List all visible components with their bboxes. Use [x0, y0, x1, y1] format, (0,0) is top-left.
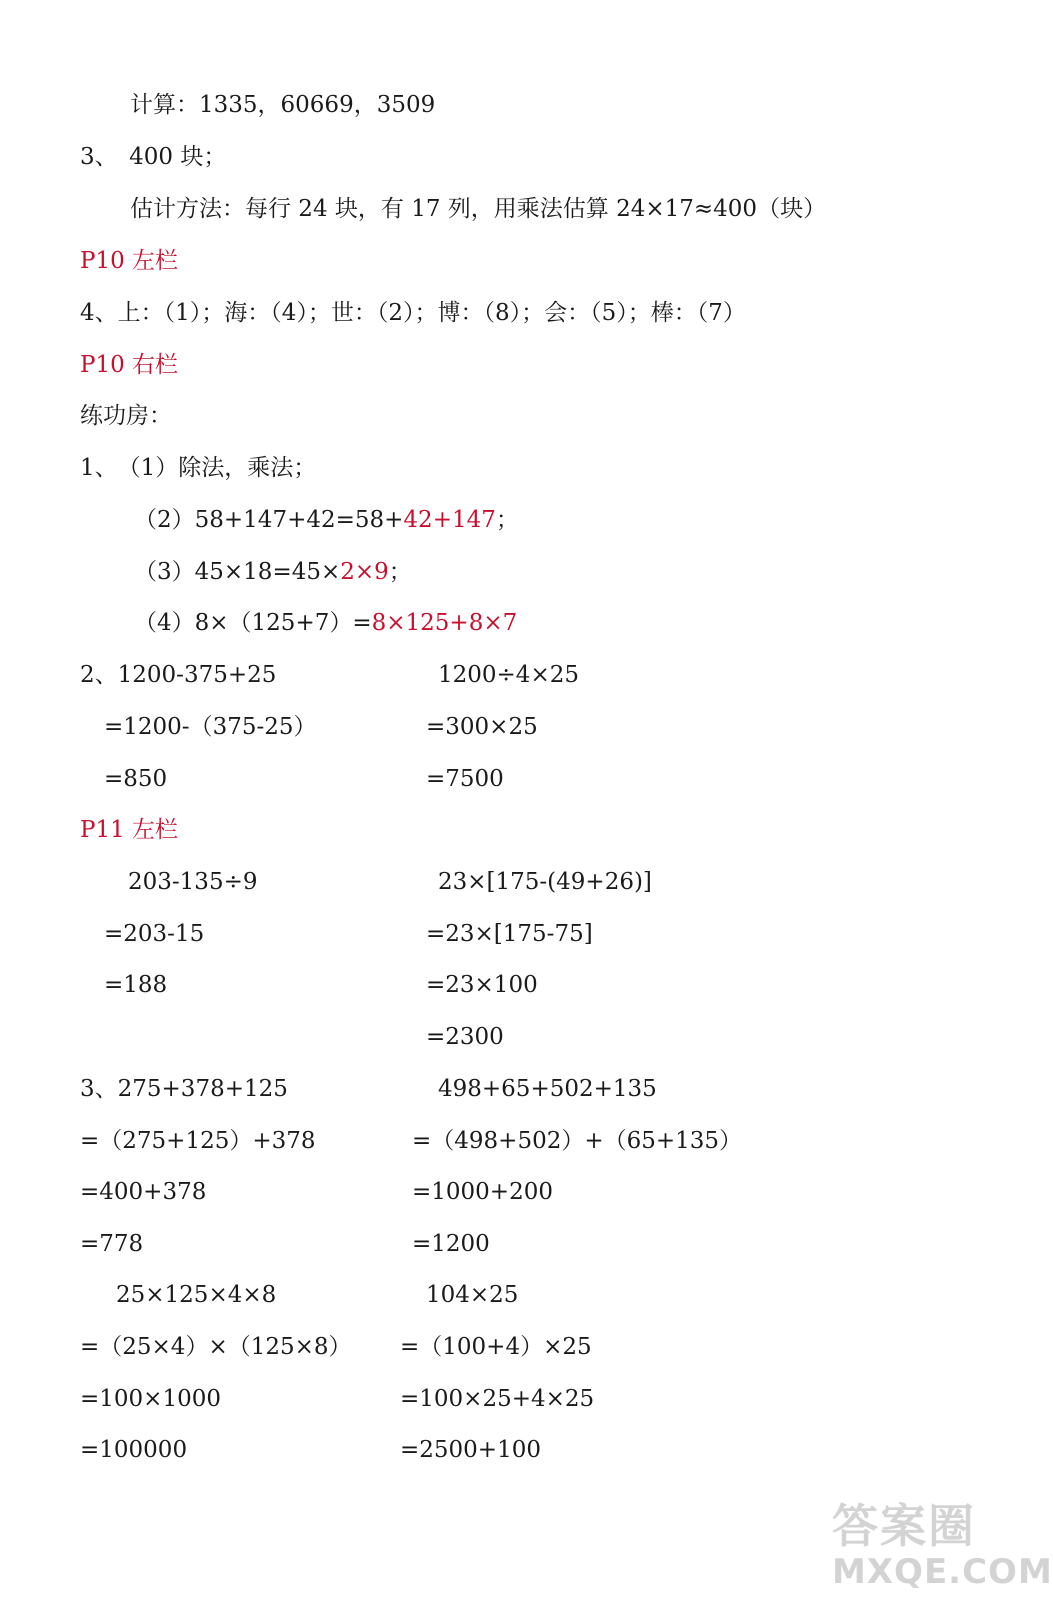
p11-right-line2: =23×[175-75] — [426, 921, 593, 947]
q3b-left-line1: 25×125×4×8 — [116, 1282, 277, 1308]
q3b-right-line2: =（100+4）×25 — [400, 1334, 592, 1360]
watermark-domain: MXQE.COM — [832, 1552, 1053, 1592]
estimate-method: 估计方法：每行 24 块，有 17 列，用乘法估算 24×17≈400（块） — [130, 196, 827, 222]
q1-part2-text: （2）58+147+42=58+ — [134, 507, 404, 533]
q3-left-line2: =（275+125）+378 — [80, 1128, 316, 1154]
section-heading-p11-left: P11 左栏 — [80, 817, 179, 843]
p11-left-line3: =188 — [104, 972, 168, 998]
q2-right-line3: =7500 — [426, 766, 504, 792]
q3-right-line3: =1000+200 — [412, 1179, 553, 1205]
q3b-left-line4: =100000 — [80, 1437, 188, 1463]
practice-room-label: 练功房： — [80, 403, 172, 429]
q2-left-line1: 2、1200-375+25 — [80, 662, 277, 688]
q1-part4 — [134, 608, 517, 638]
section-heading-p10-left: P10 左栏 — [80, 248, 179, 274]
q3b-right-line3: =100×25+4×25 — [400, 1386, 595, 1412]
q3-answer: 3、 400 块； — [80, 144, 227, 170]
q1-part2-highlight: 42+147 — [403, 507, 496, 533]
q3-left-line3: =400+378 — [80, 1179, 207, 1205]
q1-part2-end: ； — [495, 507, 519, 533]
q3-left-line4: =778 — [80, 1231, 144, 1257]
q1-part2 — [134, 505, 519, 535]
q1-part3-text: （3）45×18=45× — [134, 559, 341, 585]
p11-right-line1: 23×[175-(49+26)] — [438, 869, 652, 895]
section-heading-p10-right: P10 右栏 — [80, 352, 179, 378]
calc-results: 计算：1335，60669，3509 — [130, 92, 436, 118]
watermark-logo-text: 答案圈 — [832, 1499, 976, 1553]
q3-right-line4: =1200 — [412, 1231, 490, 1257]
q3b-left-line2: =（25×4）×（125×8） — [80, 1334, 352, 1360]
q1-part3-highlight: 2×9 — [340, 559, 389, 585]
q3-right-line1: 498+65+502+135 — [438, 1076, 657, 1102]
q1-part1: 1、 （1）除法，乘法； — [80, 455, 317, 481]
p11-left-line2: =203-15 — [104, 921, 205, 947]
q3-right-line2: =（498+502）+（65+135） — [412, 1128, 743, 1154]
q3b-right-line4: =2500+100 — [400, 1437, 541, 1463]
q1-part4-text: （4）8×（125+7）= — [134, 610, 372, 636]
p11-left-line1: 203-135÷9 — [128, 869, 258, 895]
q3-left-line1: 3、275+378+125 — [80, 1076, 288, 1102]
q3b-left-line3: =100×1000 — [80, 1386, 221, 1412]
q2-right-line2: =300×25 — [426, 714, 538, 740]
q2-left-line2: =1200-（375-25） — [104, 714, 317, 740]
q3b-right-line1: 104×25 — [426, 1282, 519, 1308]
site-watermark — [826, 1486, 1053, 1596]
q1-part3 — [134, 557, 412, 587]
p11-right-line3: =23×100 — [426, 972, 538, 998]
q1-part3-end: ； — [388, 559, 412, 585]
q1-part4-highlight: 8×125+8×7 — [371, 610, 518, 636]
q4-answer: 4、上：（1）；海：（4）；世：（2）；博：（8）；会：（5）；棒：（7） — [80, 300, 746, 326]
q2-left-line3: =850 — [104, 766, 168, 792]
q2-right-line1: 1200÷4×25 — [438, 662, 579, 688]
p11-right-line4: =2300 — [426, 1024, 504, 1050]
